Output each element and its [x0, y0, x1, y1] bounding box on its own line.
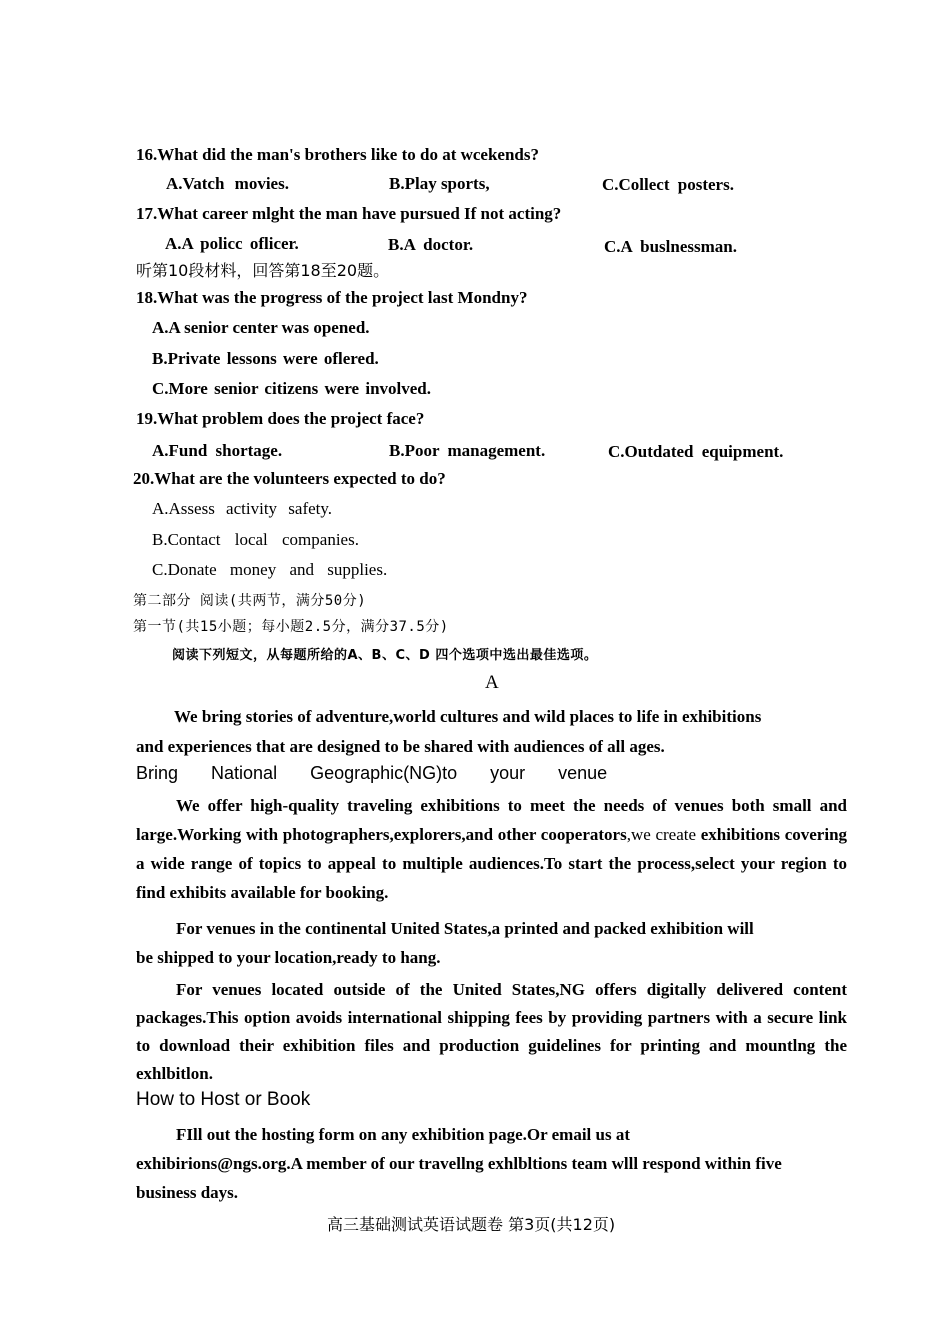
- q17-option-b: B.A doctor.: [388, 235, 474, 254]
- q20-option-a: A.Assess activity safety.: [152, 499, 333, 518]
- listening-section-note: 听第10段材料，回答第18至20题。: [136, 261, 390, 280]
- para3-text: For venues located outside of the United States,NG offers digitally delivered content packages.This option avoids international shipping fees by providing partners with a secure link to download their exhibition files and production guidelines for printing and mountlng the exhlbitlon.: [136, 980, 847, 1083]
- q19-option-c: C.Outdated equipment.: [608, 442, 784, 461]
- part2-heading: 第二部分 阅读(共两节，满分50分): [133, 593, 367, 609]
- q20-stem: 20.What are the volunteers expected to do?: [133, 469, 446, 488]
- q19-option-b: B.Poor management.: [389, 441, 546, 460]
- q17-option-c: C.A buslnessman.: [604, 237, 737, 256]
- section-heading-host-book: How to Host or Book: [136, 1089, 311, 1110]
- passage-paragraph-2-line2: be shipped to your location,ready to hang.: [136, 948, 441, 967]
- part2-section1-heading: 第一节(共15小题；每小题2.5分，满分37.5分): [133, 619, 449, 635]
- para1-part-c: exhibitions covering a wide range of topics to appeal to multiple audiences.To start the process,select your region to find exhibits available for booking.: [136, 825, 848, 902]
- para1-part-a: We offer high-quality traveling exhibitions to meet the needs of venues both small and large.Working with photographers,explorers,and other cooperators: [136, 796, 847, 844]
- heading-text: Bring National Geographic(NG)to your venue: [136, 763, 608, 783]
- passage-intro-line1: We bring stories of adventure,world cultures and wild places to life in exhibitions: [174, 707, 762, 726]
- q19-option-a: A.Fund shortage.: [152, 441, 283, 460]
- q19-stem: 19.What problem does the project face?: [136, 409, 425, 428]
- para1-part-b: ,we create: [626, 825, 697, 844]
- q18-option-b: B.Private lessons were oflered.: [152, 349, 379, 368]
- section-heading-bring-ng: [136, 762, 608, 784]
- passage-paragraph-3: [136, 976, 847, 1088]
- passage-paragraph-1: [136, 791, 847, 907]
- passage-paragraph-2-line1: For venues in the continental United States,a printed and packed exhibition will: [176, 919, 754, 938]
- passage-label: A: [485, 672, 499, 693]
- passage-paragraph-4-line2: exhibirions@ngs.org.A member of our travellng exhlbltions team wlll respond within five: [136, 1154, 782, 1173]
- q20-option-c: C.Donate money and supplies.: [152, 560, 388, 579]
- page-footer: 高三基础测试英语试题卷 第3页(共12页): [327, 1215, 616, 1234]
- q16-option-a: A.Vatch movies.: [166, 174, 289, 193]
- passage-paragraph-4-line3: business days.: [136, 1183, 239, 1202]
- q18-option-a: A.A senior center was opened.: [152, 318, 370, 337]
- q16-option-b: B.Play sports,: [389, 174, 490, 193]
- passage-intro-line2: and experiences that are designed to be shared with audiences of all ages.: [136, 737, 665, 756]
- q18-stem: 18.What was the progress of the project last Mondny?: [136, 288, 528, 307]
- q16-option-c: C.Collect posters.: [602, 175, 734, 194]
- q17-stem: 17.What career mlght the man have pursued If not acting?: [136, 204, 562, 223]
- q17-option-a: A.A policc oflicer.: [165, 234, 299, 253]
- passage-paragraph-4-line1: FIll out the hosting form on any exhibition page.Or email us at: [176, 1125, 630, 1144]
- q16-stem: 16.What did the man's brothers like to do at wcekends?: [136, 145, 539, 164]
- q20-option-b: B.Contact local companies.: [152, 530, 359, 549]
- reading-instruction: 阅读下列短文，从每题所给的A、B、C、D 四个选项中选出最佳选项。: [172, 648, 598, 663]
- section-heading-bring-ng-text: [136, 762, 608, 784]
- q18-option-c: C.More senior citizens were involved.: [152, 379, 432, 398]
